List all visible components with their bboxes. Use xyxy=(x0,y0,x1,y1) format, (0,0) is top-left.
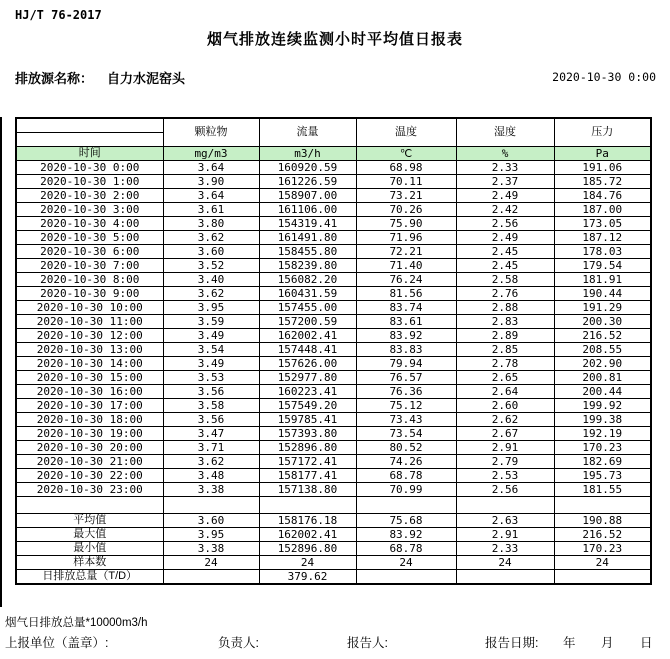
summary-value: 152896.80 xyxy=(259,542,356,556)
value-cell: 158239.80 xyxy=(259,259,356,273)
report-datetime: 2020-10-30 0:00 xyxy=(552,70,656,84)
value-cell: 2.88 xyxy=(456,301,554,315)
summary-label: 样本数 xyxy=(16,556,163,570)
spacer-cell xyxy=(163,497,259,514)
summary-value xyxy=(163,570,259,585)
value-cell: 2.64 xyxy=(456,385,554,399)
table-row xyxy=(16,217,651,231)
summary-row xyxy=(16,556,651,570)
value-cell: 3.62 xyxy=(163,287,259,301)
reporter-label: 报告人: xyxy=(347,636,388,650)
value-cell: 187.00 xyxy=(554,203,651,217)
value-cell: 83.61 xyxy=(356,315,456,329)
value-cell: 161106.00 xyxy=(259,203,356,217)
value-cell: 3.53 xyxy=(163,371,259,385)
value-cell: 159785.41 xyxy=(259,413,356,427)
summary-row xyxy=(16,570,651,585)
time-cell: 2020-10-30 23:00 xyxy=(16,483,163,497)
value-cell: 75.12 xyxy=(356,399,456,413)
time-cell: 2020-10-30 6:00 xyxy=(16,245,163,259)
table-row xyxy=(16,483,651,497)
column-header: 温度 xyxy=(356,118,456,147)
summary-value: 24 xyxy=(356,556,456,570)
value-cell: 182.69 xyxy=(554,455,651,469)
spacer-cell xyxy=(259,497,356,514)
summary-label: 最小值 xyxy=(16,542,163,556)
value-cell: 2.60 xyxy=(456,399,554,413)
summary-value: 83.92 xyxy=(356,528,456,542)
value-cell: 160223.41 xyxy=(259,385,356,399)
value-cell: 2.45 xyxy=(456,245,554,259)
value-cell: 202.90 xyxy=(554,357,651,371)
value-cell: 2.49 xyxy=(456,189,554,203)
value-cell: 68.78 xyxy=(356,469,456,483)
time-cell: 2020-10-30 12:00 xyxy=(16,329,163,343)
value-cell: 70.99 xyxy=(356,483,456,497)
report-table xyxy=(15,117,652,585)
time-cell: 2020-10-30 17:00 xyxy=(16,399,163,413)
table-row xyxy=(16,329,651,343)
spacer-cell xyxy=(554,497,651,514)
table-row xyxy=(16,413,651,427)
value-cell: 179.54 xyxy=(554,259,651,273)
value-cell: 158455.80 xyxy=(259,245,356,259)
value-cell: 3.47 xyxy=(163,427,259,441)
time-cell: 2020-10-30 19:00 xyxy=(16,427,163,441)
table-row xyxy=(16,231,651,245)
summary-value: 2.91 xyxy=(456,528,554,542)
value-cell: 3.48 xyxy=(163,469,259,483)
value-cell: 154319.41 xyxy=(259,217,356,231)
summary-value: 162002.41 xyxy=(259,528,356,542)
summary-value: 216.52 xyxy=(554,528,651,542)
value-cell: 191.29 xyxy=(554,301,651,315)
emission-source-name: 自力水泥窑头 xyxy=(107,71,186,86)
value-cell: 2.78 xyxy=(456,357,554,371)
summary-value xyxy=(356,570,456,585)
value-cell: 3.90 xyxy=(163,175,259,189)
value-cell: 2.85 xyxy=(456,343,554,357)
unit-cell: m3/h xyxy=(259,147,356,161)
time-cell: 2020-10-30 11:00 xyxy=(16,315,163,329)
value-cell: 2.37 xyxy=(456,175,554,189)
time-cell: 2020-10-30 1:00 xyxy=(16,175,163,189)
value-cell: 70.11 xyxy=(356,175,456,189)
time-cell: 2020-10-30 15:00 xyxy=(16,371,163,385)
day-label: 日 xyxy=(640,636,653,650)
value-cell: 2.42 xyxy=(456,203,554,217)
report-date-label: 报告日期: xyxy=(485,636,539,650)
summary-value: 170.23 xyxy=(554,542,651,556)
summary-value: 3.38 xyxy=(163,542,259,556)
value-cell: 2.79 xyxy=(456,455,554,469)
month-label: 月 xyxy=(601,636,614,650)
time-cell: 2020-10-30 16:00 xyxy=(16,385,163,399)
value-cell: 73.43 xyxy=(356,413,456,427)
value-cell: 76.24 xyxy=(356,273,456,287)
summary-label: 最大值 xyxy=(16,528,163,542)
summary-value: 24 xyxy=(456,556,554,570)
unit-cell: % xyxy=(456,147,554,161)
time-cell: 2020-10-30 2:00 xyxy=(16,189,163,203)
emission-source-row xyxy=(15,68,185,87)
value-cell: 160920.59 xyxy=(259,161,356,175)
table-row xyxy=(16,273,651,287)
value-cell: 216.52 xyxy=(554,329,651,343)
time-cell: 2020-10-30 3:00 xyxy=(16,203,163,217)
value-cell: 68.98 xyxy=(356,161,456,175)
summary-row xyxy=(16,542,651,556)
summary-value: 75.68 xyxy=(356,514,456,528)
value-cell: 3.64 xyxy=(163,161,259,175)
value-cell: 80.52 xyxy=(356,441,456,455)
unit-cell: ℃ xyxy=(356,147,456,161)
table-row xyxy=(16,455,651,469)
value-cell: 70.26 xyxy=(356,203,456,217)
header-row-names xyxy=(16,118,651,133)
table-row xyxy=(16,203,651,217)
value-cell: 200.81 xyxy=(554,371,651,385)
value-cell: 192.19 xyxy=(554,427,651,441)
value-cell: 3.54 xyxy=(163,343,259,357)
value-cell: 157549.20 xyxy=(259,399,356,413)
summary-label: 日排放总量（T/D） xyxy=(16,570,163,585)
table-row xyxy=(16,189,651,203)
summary-value: 379.62 xyxy=(259,570,356,585)
value-cell: 76.36 xyxy=(356,385,456,399)
summary-value xyxy=(456,570,554,585)
unit-cell: mg/m3 xyxy=(163,147,259,161)
page-title: 烟气排放连续监测小时平均值日报表 xyxy=(206,31,463,48)
value-cell: 3.56 xyxy=(163,385,259,399)
summary-value: 24 xyxy=(163,556,259,570)
column-header: 流量 xyxy=(259,118,356,147)
footer-note: 烟气日排放总量*10000m3/h xyxy=(5,617,148,629)
time-cell: 2020-10-30 14:00 xyxy=(16,357,163,371)
value-cell: 161491.80 xyxy=(259,231,356,245)
table-row xyxy=(16,315,651,329)
value-cell: 195.73 xyxy=(554,469,651,483)
value-cell: 83.74 xyxy=(356,301,456,315)
value-cell: 157138.80 xyxy=(259,483,356,497)
time-cell: 2020-10-30 0:00 xyxy=(16,161,163,175)
table-row xyxy=(16,175,651,189)
value-cell: 76.57 xyxy=(356,371,456,385)
value-cell: 74.26 xyxy=(356,455,456,469)
signature-row xyxy=(0,633,670,651)
time-cell: 2020-10-30 9:00 xyxy=(16,287,163,301)
units-row xyxy=(16,147,651,161)
summary-value: 158176.18 xyxy=(259,514,356,528)
value-cell: 3.71 xyxy=(163,441,259,455)
time-cell: 2020-10-30 4:00 xyxy=(16,217,163,231)
value-cell: 190.44 xyxy=(554,287,651,301)
summary-row xyxy=(16,528,651,542)
value-cell: 75.90 xyxy=(356,217,456,231)
value-cell: 2.76 xyxy=(456,287,554,301)
value-cell: 160431.59 xyxy=(259,287,356,301)
value-cell: 73.54 xyxy=(356,427,456,441)
value-cell: 2.89 xyxy=(456,329,554,343)
summary-value xyxy=(554,570,651,585)
time-header-blank-bottom xyxy=(16,133,163,147)
time-cell: 2020-10-30 20:00 xyxy=(16,441,163,455)
value-cell: 157448.41 xyxy=(259,343,356,357)
summary-value: 24 xyxy=(259,556,356,570)
value-cell: 200.44 xyxy=(554,385,651,399)
value-cell: 3.64 xyxy=(163,189,259,203)
time-cell: 2020-10-30 18:00 xyxy=(16,413,163,427)
table-row xyxy=(16,385,651,399)
value-cell: 191.06 xyxy=(554,161,651,175)
value-cell: 156082.20 xyxy=(259,273,356,287)
value-cell: 3.52 xyxy=(163,259,259,273)
year-label: 年 xyxy=(563,636,576,650)
value-cell: 178.03 xyxy=(554,245,651,259)
spacer-row xyxy=(16,497,651,514)
value-cell: 3.56 xyxy=(163,413,259,427)
time-header-blank-top xyxy=(16,118,163,133)
value-cell: 199.38 xyxy=(554,413,651,427)
time-cell: 2020-10-30 13:00 xyxy=(16,343,163,357)
value-cell: 158177.41 xyxy=(259,469,356,483)
time-cell: 2020-10-30 10:00 xyxy=(16,301,163,315)
table-row xyxy=(16,469,651,483)
value-cell: 2.53 xyxy=(456,469,554,483)
summary-value: 190.88 xyxy=(554,514,651,528)
responsible-label: 负责人: xyxy=(218,636,259,650)
value-cell: 162002.41 xyxy=(259,329,356,343)
value-cell: 3.49 xyxy=(163,329,259,343)
value-cell: 170.23 xyxy=(554,441,651,455)
summary-row xyxy=(16,514,651,528)
value-cell: 2.67 xyxy=(456,427,554,441)
time-cell: 2020-10-30 7:00 xyxy=(16,259,163,273)
time-cell: 2020-10-30 21:00 xyxy=(16,455,163,469)
value-cell: 83.83 xyxy=(356,343,456,357)
table-row xyxy=(16,245,651,259)
table-row xyxy=(16,343,651,357)
standard-number: HJ/T 76-2017 xyxy=(15,8,102,22)
summary-value: 2.63 xyxy=(456,514,554,528)
value-cell: 79.94 xyxy=(356,357,456,371)
spacer-cell xyxy=(356,497,456,514)
summary-label: 平均值 xyxy=(16,514,163,528)
value-cell: 3.58 xyxy=(163,399,259,413)
value-cell: 81.56 xyxy=(356,287,456,301)
value-cell: 200.30 xyxy=(554,315,651,329)
value-cell: 185.72 xyxy=(554,175,651,189)
table-row xyxy=(16,287,651,301)
report-unit-label: 上报单位（盖章）: xyxy=(5,636,109,650)
unit-cell: Pa xyxy=(554,147,651,161)
value-cell: 2.56 xyxy=(456,217,554,231)
value-cell: 2.56 xyxy=(456,483,554,497)
time-cell: 2020-10-30 8:00 xyxy=(16,273,163,287)
value-cell: 157626.00 xyxy=(259,357,356,371)
time-cell: 2020-10-30 5:00 xyxy=(16,231,163,245)
value-cell: 157455.00 xyxy=(259,301,356,315)
value-cell: 2.62 xyxy=(456,413,554,427)
value-cell: 208.55 xyxy=(554,343,651,357)
table-row xyxy=(16,441,651,455)
summary-value: 2.33 xyxy=(456,542,554,556)
value-cell: 3.95 xyxy=(163,301,259,315)
value-cell: 158907.00 xyxy=(259,189,356,203)
time-header: 时间 xyxy=(16,147,163,161)
value-cell: 2.33 xyxy=(456,161,554,175)
value-cell: 184.76 xyxy=(554,189,651,203)
value-cell: 3.49 xyxy=(163,357,259,371)
value-cell: 181.55 xyxy=(554,483,651,497)
value-cell: 161226.59 xyxy=(259,175,356,189)
table-row xyxy=(16,161,651,175)
value-cell: 173.05 xyxy=(554,217,651,231)
column-header: 压力 xyxy=(554,118,651,147)
left-frame-line xyxy=(0,117,2,607)
table-row xyxy=(16,371,651,385)
value-cell: 3.38 xyxy=(163,483,259,497)
value-cell: 157200.59 xyxy=(259,315,356,329)
value-cell: 152896.80 xyxy=(259,441,356,455)
value-cell: 3.59 xyxy=(163,315,259,329)
value-cell: 157393.80 xyxy=(259,427,356,441)
summary-value: 3.95 xyxy=(163,528,259,542)
value-cell: 2.83 xyxy=(456,315,554,329)
value-cell: 72.21 xyxy=(356,245,456,259)
column-header: 颗粒物 xyxy=(163,118,259,147)
emission-source-label: 排放源名称： xyxy=(15,71,94,86)
table-row xyxy=(16,399,651,413)
value-cell: 187.12 xyxy=(554,231,651,245)
value-cell: 71.40 xyxy=(356,259,456,273)
value-cell: 181.91 xyxy=(554,273,651,287)
value-cell: 199.92 xyxy=(554,399,651,413)
table-row xyxy=(16,301,651,315)
value-cell: 2.91 xyxy=(456,441,554,455)
value-cell: 3.61 xyxy=(163,203,259,217)
value-cell: 2.49 xyxy=(456,231,554,245)
value-cell: 83.92 xyxy=(356,329,456,343)
spacer-cell xyxy=(16,497,163,514)
value-cell: 152977.80 xyxy=(259,371,356,385)
value-cell: 3.40 xyxy=(163,273,259,287)
time-cell: 2020-10-30 22:00 xyxy=(16,469,163,483)
value-cell: 71.96 xyxy=(356,231,456,245)
spacer-cell xyxy=(456,497,554,514)
value-cell: 2.45 xyxy=(456,259,554,273)
table-row xyxy=(16,357,651,371)
value-cell: 3.60 xyxy=(163,245,259,259)
value-cell: 2.65 xyxy=(456,371,554,385)
value-cell: 157172.41 xyxy=(259,455,356,469)
value-cell: 2.58 xyxy=(456,273,554,287)
table-row xyxy=(16,427,651,441)
summary-value: 24 xyxy=(554,556,651,570)
value-cell: 3.62 xyxy=(163,455,259,469)
table-row xyxy=(16,259,651,273)
value-cell: 3.62 xyxy=(163,231,259,245)
summary-value: 3.60 xyxy=(163,514,259,528)
column-header: 湿度 xyxy=(456,118,554,147)
value-cell: 3.80 xyxy=(163,217,259,231)
summary-value: 68.78 xyxy=(356,542,456,556)
value-cell: 73.21 xyxy=(356,189,456,203)
